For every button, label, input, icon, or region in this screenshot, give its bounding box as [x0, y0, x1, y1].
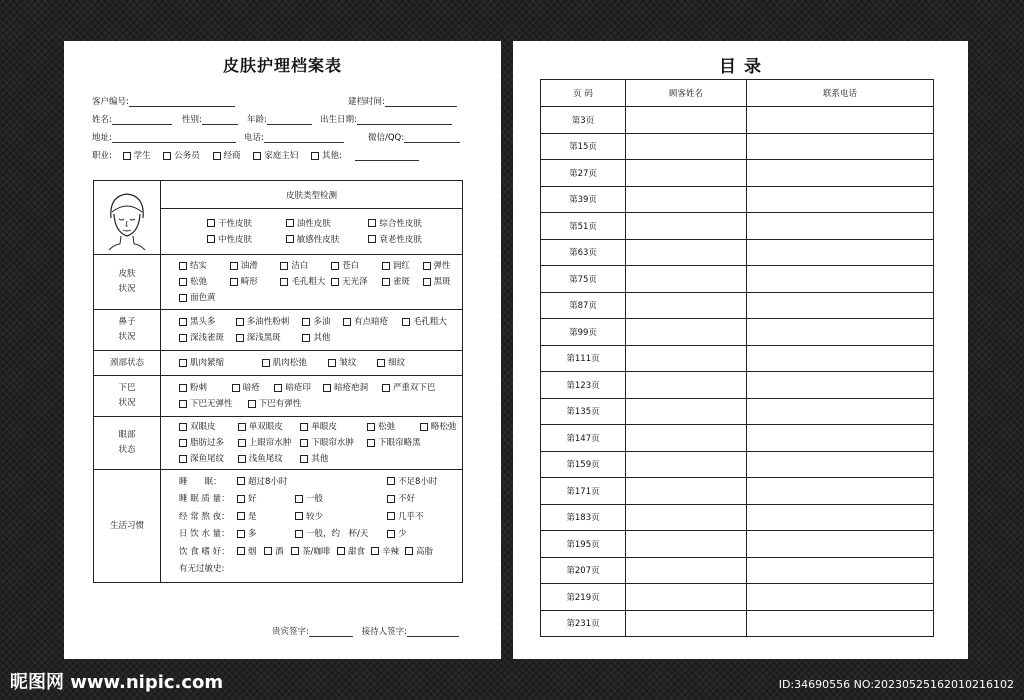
toc-row	[541, 213, 934, 240]
checkbox[interactable]	[123, 152, 131, 160]
checkbox[interactable]	[302, 318, 310, 326]
option[interactable]: 毛孔粗大	[402, 314, 447, 330]
option[interactable]: 油性皮肤	[286, 216, 366, 232]
checkbox[interactable]	[230, 278, 238, 286]
option[interactable]: 肌肉松弛	[262, 355, 326, 371]
checkbox[interactable]	[311, 152, 319, 160]
option[interactable]: 多	[237, 526, 295, 544]
toc-row	[541, 239, 934, 266]
toc-row	[541, 425, 934, 452]
gender-field[interactable]	[182, 113, 238, 125]
toc-page-number: 第3页	[541, 107, 626, 134]
toc-phone-cell[interactable]	[747, 107, 934, 134]
checkbox[interactable]	[280, 262, 288, 270]
checkbox[interactable]	[179, 439, 187, 447]
staff-signature-label: 接待人签字:	[361, 627, 407, 637]
checkbox[interactable]	[382, 384, 390, 392]
eye-label: 眼部 状态	[94, 417, 161, 470]
wechat-field[interactable]	[368, 131, 460, 143]
option[interactable]: 双眼皮	[179, 419, 235, 435]
checkbox[interactable]	[300, 423, 308, 431]
checkbox[interactable]	[382, 262, 390, 270]
checkbox[interactable]	[238, 423, 246, 431]
toc-name-cell[interactable]	[626, 266, 747, 293]
option[interactable]: 烟	[237, 544, 264, 562]
option[interactable]: 弹性	[423, 258, 451, 274]
address-label: 地址:	[92, 133, 112, 143]
toc-page-number: 第87页	[541, 292, 626, 319]
neck-label: 颈部状态	[94, 351, 161, 376]
option[interactable]: 甜食	[337, 544, 371, 562]
toc-page-number: 第183页	[541, 504, 626, 531]
option[interactable]: 面色黄	[179, 293, 216, 303]
toc-phone-cell[interactable]	[747, 319, 934, 346]
option[interactable]: 好	[237, 491, 295, 509]
toc-row	[541, 292, 934, 319]
chin-label: 下巴 状况	[94, 376, 161, 417]
option[interactable]: 较少	[295, 509, 387, 527]
habit-label: 生活习惯	[94, 470, 161, 583]
checkbox[interactable]	[286, 219, 294, 227]
toc-phone-cell[interactable]	[747, 451, 934, 478]
toc-page-number: 第195页	[541, 531, 626, 558]
toc-page-number: 第27页	[541, 160, 626, 187]
option[interactable]: 黑斑	[423, 274, 451, 290]
checkbox[interactable]	[253, 152, 261, 160]
checkbox[interactable]	[323, 384, 331, 392]
toc-phone-cell[interactable]	[747, 398, 934, 425]
toc-name-cell[interactable]	[626, 213, 747, 240]
toc-name-cell[interactable]	[626, 610, 747, 637]
checkbox[interactable]	[377, 359, 385, 367]
option[interactable]: 高脂	[405, 547, 433, 557]
checkbox[interactable]	[337, 547, 345, 555]
toc-header-phone: 联系电话	[747, 80, 934, 107]
job-option[interactable]: 学生	[123, 149, 151, 161]
gender-label: 性别:	[182, 115, 202, 125]
toc-name-cell[interactable]	[626, 478, 747, 505]
option[interactable]: 少	[387, 529, 407, 539]
job-option[interactable]: 家庭主妇	[253, 149, 298, 161]
toc-row	[541, 266, 934, 293]
checkbox[interactable]	[387, 530, 395, 538]
checkbox[interactable]	[423, 262, 431, 270]
habit-quality-label: 睡 眠 质 量：	[179, 494, 230, 504]
option[interactable]: 下眼帘水肿	[300, 435, 364, 451]
toc-row	[541, 398, 934, 425]
option[interactable]: 一般，约 杯/天	[295, 526, 387, 544]
option[interactable]: 茶/咖啡	[291, 544, 337, 562]
option[interactable]: 下巴无弹性	[179, 396, 245, 412]
toc-name-cell[interactable]	[626, 372, 747, 399]
checkbox[interactable]	[179, 262, 187, 270]
checkbox[interactable]	[295, 512, 303, 520]
toc-name-cell[interactable]	[626, 504, 747, 531]
checkbox[interactable]	[179, 334, 187, 342]
checkbox[interactable]	[367, 439, 375, 447]
option[interactable]: 单眼皮	[300, 419, 364, 435]
checkbox[interactable]	[331, 278, 339, 286]
toc-phone-cell[interactable]	[747, 584, 934, 611]
checkbox[interactable]	[236, 334, 244, 342]
toc-page-number: 第159页	[541, 451, 626, 478]
signature-row	[272, 625, 459, 637]
checkbox[interactable]	[238, 439, 246, 447]
birthday-field[interactable]	[320, 113, 452, 125]
toc-name-cell[interactable]	[626, 398, 747, 425]
job-label: 职业:	[92, 151, 112, 161]
checkbox[interactable]	[368, 219, 376, 227]
toc-phone-cell[interactable]	[747, 292, 934, 319]
checkbox[interactable]	[300, 455, 308, 463]
guest-signature-field[interactable]	[309, 627, 353, 637]
toc-phone-cell[interactable]	[747, 504, 934, 531]
checkbox[interactable]	[264, 547, 272, 555]
skin-assessment-table	[93, 180, 463, 583]
toc-name-cell[interactable]	[626, 584, 747, 611]
option[interactable]: 暗疮	[232, 380, 272, 396]
toc-row	[541, 451, 934, 478]
skin-type-options	[161, 209, 463, 255]
option[interactable]: 超过8小时	[237, 474, 387, 492]
option[interactable]: 雀斑	[382, 274, 420, 290]
option[interactable]: 油滑	[230, 258, 278, 274]
option[interactable]: 下巴有弹性	[248, 396, 302, 412]
toc-page-number: 第171页	[541, 478, 626, 505]
toc-phone-cell[interactable]	[747, 239, 934, 266]
face-illustration-cell	[94, 181, 161, 255]
face-illustration-icon	[103, 190, 151, 252]
checkbox[interactable]	[300, 439, 308, 447]
toc-row	[541, 372, 934, 399]
toc-name-cell[interactable]	[626, 107, 747, 134]
checkbox[interactable]	[402, 318, 410, 326]
option[interactable]: 其他	[302, 330, 330, 346]
toc-phone-cell[interactable]	[747, 531, 934, 558]
option[interactable]: 无光泽	[331, 274, 379, 290]
toc-row	[541, 610, 934, 637]
checkbox[interactable]	[280, 278, 288, 286]
toc-name-cell[interactable]	[626, 292, 747, 319]
checkbox[interactable]	[286, 235, 294, 243]
checkbox[interactable]	[179, 278, 187, 286]
checkbox[interactable]	[207, 235, 215, 243]
toc-page-number: 第39页	[541, 186, 626, 213]
checkbox[interactable]	[230, 262, 238, 270]
toc-page-number: 第219页	[541, 584, 626, 611]
toc-page-number: 第51页	[541, 213, 626, 240]
option[interactable]: 畸形	[230, 274, 278, 290]
option[interactable]: 脂肪过多	[179, 435, 235, 451]
habit-allergy-label: 有无过敏史:	[179, 564, 225, 574]
toc-phone-cell[interactable]	[747, 266, 934, 293]
option[interactable]: 细纹	[377, 355, 405, 371]
skin-state-label: 皮肤 状况	[94, 255, 161, 310]
option[interactable]: 中性皮肤	[207, 232, 283, 248]
address-field[interactable]	[92, 131, 236, 143]
customer-no-field[interactable]	[92, 95, 235, 107]
record-title: 皮肤护理档案表	[222, 56, 342, 75]
toc-name-cell[interactable]	[626, 239, 747, 266]
option[interactable]: 干性皮肤	[207, 216, 283, 232]
checkbox[interactable]	[237, 547, 245, 555]
toc-name-cell[interactable]	[626, 160, 747, 187]
option[interactable]: 敏感性皮肤	[286, 232, 366, 248]
eye-options	[161, 417, 463, 470]
toc-row	[541, 133, 934, 160]
checkbox[interactable]	[387, 477, 395, 485]
option[interactable]: 酒	[264, 544, 291, 562]
toc-row	[541, 584, 934, 611]
phone-label: 电话:	[244, 133, 264, 143]
checkbox[interactable]	[328, 359, 336, 367]
option[interactable]: 几乎不	[387, 512, 424, 522]
toc-page-number: 第135页	[541, 398, 626, 425]
option[interactable]: 粉刺	[179, 380, 229, 396]
option[interactable]: 不足8小时	[387, 477, 437, 487]
checkbox[interactable]	[179, 318, 187, 326]
toc-name-cell[interactable]	[626, 186, 747, 213]
checkbox[interactable]	[343, 318, 351, 326]
birthday-label: 出生日期:	[320, 115, 357, 125]
checkbox[interactable]	[237, 530, 245, 538]
checkbox[interactable]	[179, 423, 187, 431]
age-field[interactable]	[247, 113, 312, 125]
toc-title: 目 录	[719, 57, 762, 77]
toc-phone-cell[interactable]	[747, 425, 934, 452]
name-label: 姓名:	[92, 115, 112, 125]
checkbox[interactable]	[382, 278, 390, 286]
table-of-contents-page	[513, 41, 968, 659]
option[interactable]: 多油	[302, 314, 340, 330]
checkbox[interactable]	[387, 495, 395, 503]
option[interactable]: 毛孔粗大	[280, 274, 328, 290]
option[interactable]: 其他	[300, 451, 328, 467]
skin-state-options	[161, 255, 463, 310]
checkbox[interactable]	[237, 512, 245, 520]
toc-phone-cell[interactable]	[747, 160, 934, 187]
toc-row	[541, 107, 934, 134]
nose-options	[161, 310, 463, 351]
option[interactable]: 衰老性皮肤	[368, 232, 422, 248]
toc-phone-cell[interactable]	[747, 372, 934, 399]
toc-name-cell[interactable]	[626, 133, 747, 160]
checkbox[interactable]	[213, 152, 221, 160]
toc-page-number: 第63页	[541, 239, 626, 266]
option[interactable]: 上眼帘水肿	[238, 435, 298, 451]
checkbox[interactable]	[331, 262, 339, 270]
name-field[interactable]	[92, 113, 172, 125]
toc-phone-cell[interactable]	[747, 478, 934, 505]
checkbox[interactable]	[295, 495, 303, 503]
toc-name-cell[interactable]	[626, 451, 747, 478]
checkbox[interactable]	[179, 359, 187, 367]
toc-header-page: 页 码	[541, 80, 626, 107]
checkbox[interactable]	[232, 384, 240, 392]
option[interactable]: 松弛	[367, 419, 417, 435]
option[interactable]: 下眼帘略黑	[367, 435, 421, 451]
option[interactable]: 略松弛	[420, 419, 457, 435]
toc-page-number: 第111页	[541, 345, 626, 372]
toc-phone-cell[interactable]	[747, 557, 934, 584]
toc-page-number: 第147页	[541, 425, 626, 452]
checkbox[interactable]	[420, 423, 428, 431]
created-date-label: 建档时间:	[348, 97, 385, 107]
checkbox[interactable]	[163, 152, 171, 160]
nose-label: 鼻子 状况	[94, 310, 161, 351]
toc-row	[541, 160, 934, 187]
checkbox[interactable]	[274, 384, 282, 392]
habit-late-label: 经 常 熬 夜：	[179, 511, 230, 522]
toc-page-number: 第15页	[541, 133, 626, 160]
toc-page-number: 第231页	[541, 610, 626, 637]
option[interactable]: 黑头多	[179, 314, 233, 330]
option[interactable]: 松弛	[179, 274, 227, 290]
toc-row	[541, 345, 934, 372]
checkbox[interactable]	[248, 400, 256, 408]
checkbox[interactable]	[262, 359, 270, 367]
toc-row	[541, 478, 934, 505]
option[interactable]: 暗疮印	[274, 380, 320, 396]
checkbox[interactable]	[302, 334, 310, 342]
toc-page-number: 第207页	[541, 557, 626, 584]
toc-name-cell[interactable]	[626, 319, 747, 346]
checkbox[interactable]	[237, 495, 245, 503]
toc-name-cell[interactable]	[626, 425, 747, 452]
checkbox[interactable]	[367, 423, 375, 431]
age-label: 年龄:	[247, 115, 267, 125]
toc-page-number: 第75页	[541, 266, 626, 293]
toc-phone-cell[interactable]	[747, 186, 934, 213]
checkbox[interactable]	[179, 400, 187, 408]
checkbox[interactable]	[236, 318, 244, 326]
option[interactable]: 是	[237, 509, 295, 527]
option[interactable]: 单双眼皮	[238, 419, 298, 435]
option[interactable]: 不好	[387, 494, 415, 504]
customer-no-label: 客户编号:	[92, 97, 129, 107]
job-option[interactable]: 经商	[213, 149, 241, 161]
watermark-logo: 昵图网 www.nipic.com	[10, 672, 224, 693]
option[interactable]: 严重双下巴	[382, 380, 436, 396]
toc-page-number: 第123页	[541, 372, 626, 399]
toc-row	[541, 531, 934, 558]
toc-page-number: 第99页	[541, 319, 626, 346]
neck-options	[161, 351, 463, 376]
job-option[interactable]: 其他:	[311, 149, 342, 161]
option[interactable]: 深浅黑斑	[236, 330, 300, 346]
checkbox[interactable]	[179, 294, 187, 302]
option[interactable]: 多油性粉刺	[236, 314, 300, 330]
toc-phone-cell[interactable]	[747, 213, 934, 240]
toc-row	[541, 186, 934, 213]
checkbox[interactable]	[207, 219, 215, 227]
toc-row	[541, 319, 934, 346]
toc-name-cell[interactable]	[626, 531, 747, 558]
habit-options	[161, 470, 463, 583]
checkbox[interactable]	[238, 455, 246, 463]
habit-sleep-label: 睡 眠：	[179, 476, 222, 487]
checkbox[interactable]	[371, 547, 379, 555]
staff-signature-field[interactable]	[407, 627, 459, 637]
option[interactable]: 一般	[295, 491, 387, 509]
skin-type-header: 皮肤类型检测	[161, 181, 463, 209]
toc-phone-cell[interactable]	[747, 345, 934, 372]
job-row	[92, 149, 419, 161]
option[interactable]: 综合性皮肤	[368, 216, 422, 232]
toc-phone-cell[interactable]	[747, 610, 934, 637]
checkbox[interactable]	[291, 547, 299, 555]
toc-name-cell[interactable]	[626, 345, 747, 372]
option[interactable]: 辛辣	[371, 544, 405, 562]
checkbox[interactable]	[237, 477, 245, 485]
checkbox[interactable]	[423, 278, 431, 286]
option[interactable]: 暗疮疤洞	[323, 380, 379, 396]
checkbox[interactable]	[368, 235, 376, 243]
habit-water-label: 日 饮 水 量：	[179, 529, 230, 539]
option[interactable]: 深鱼尾纹	[179, 451, 235, 467]
job-option[interactable]: 公务员	[163, 149, 200, 161]
toc-header-name: 顾客姓名	[626, 80, 747, 107]
habit-diet-label: 饮 食 嗜 好：	[179, 546, 230, 557]
guest-signature-label: 贵宾签字:	[272, 627, 309, 637]
option[interactable]: 结实	[179, 258, 227, 274]
toc-row	[541, 557, 934, 584]
toc-row	[541, 504, 934, 531]
option[interactable]: 深浅雀斑	[179, 330, 233, 346]
option[interactable]: 有点暗疮	[343, 314, 399, 330]
option[interactable]: 肌肉紧缩	[179, 355, 259, 371]
created-date-field[interactable]	[348, 95, 457, 107]
option[interactable]: 洁白	[280, 258, 328, 274]
toc-table	[540, 79, 934, 637]
toc-name-cell[interactable]	[626, 557, 747, 584]
chin-options	[161, 376, 463, 417]
option[interactable]: 浅鱼尾纹	[238, 451, 298, 467]
checkbox[interactable]	[179, 455, 187, 463]
option[interactable]: 苍白	[331, 258, 379, 274]
checkbox[interactable]	[405, 547, 413, 555]
checkbox[interactable]	[295, 530, 303, 538]
phone-field[interactable]	[244, 131, 344, 143]
toc-phone-cell[interactable]	[747, 133, 934, 160]
option[interactable]: 皱纹	[328, 355, 374, 371]
skin-care-record-page	[64, 41, 501, 659]
watermark-id: ID:34690556 NO:20230525162010216102	[778, 678, 1014, 691]
checkbox[interactable]	[179, 384, 187, 392]
checkbox[interactable]	[387, 512, 395, 520]
wechat-label: 微信/QQ:	[368, 133, 405, 143]
option[interactable]: 润红	[382, 258, 420, 274]
